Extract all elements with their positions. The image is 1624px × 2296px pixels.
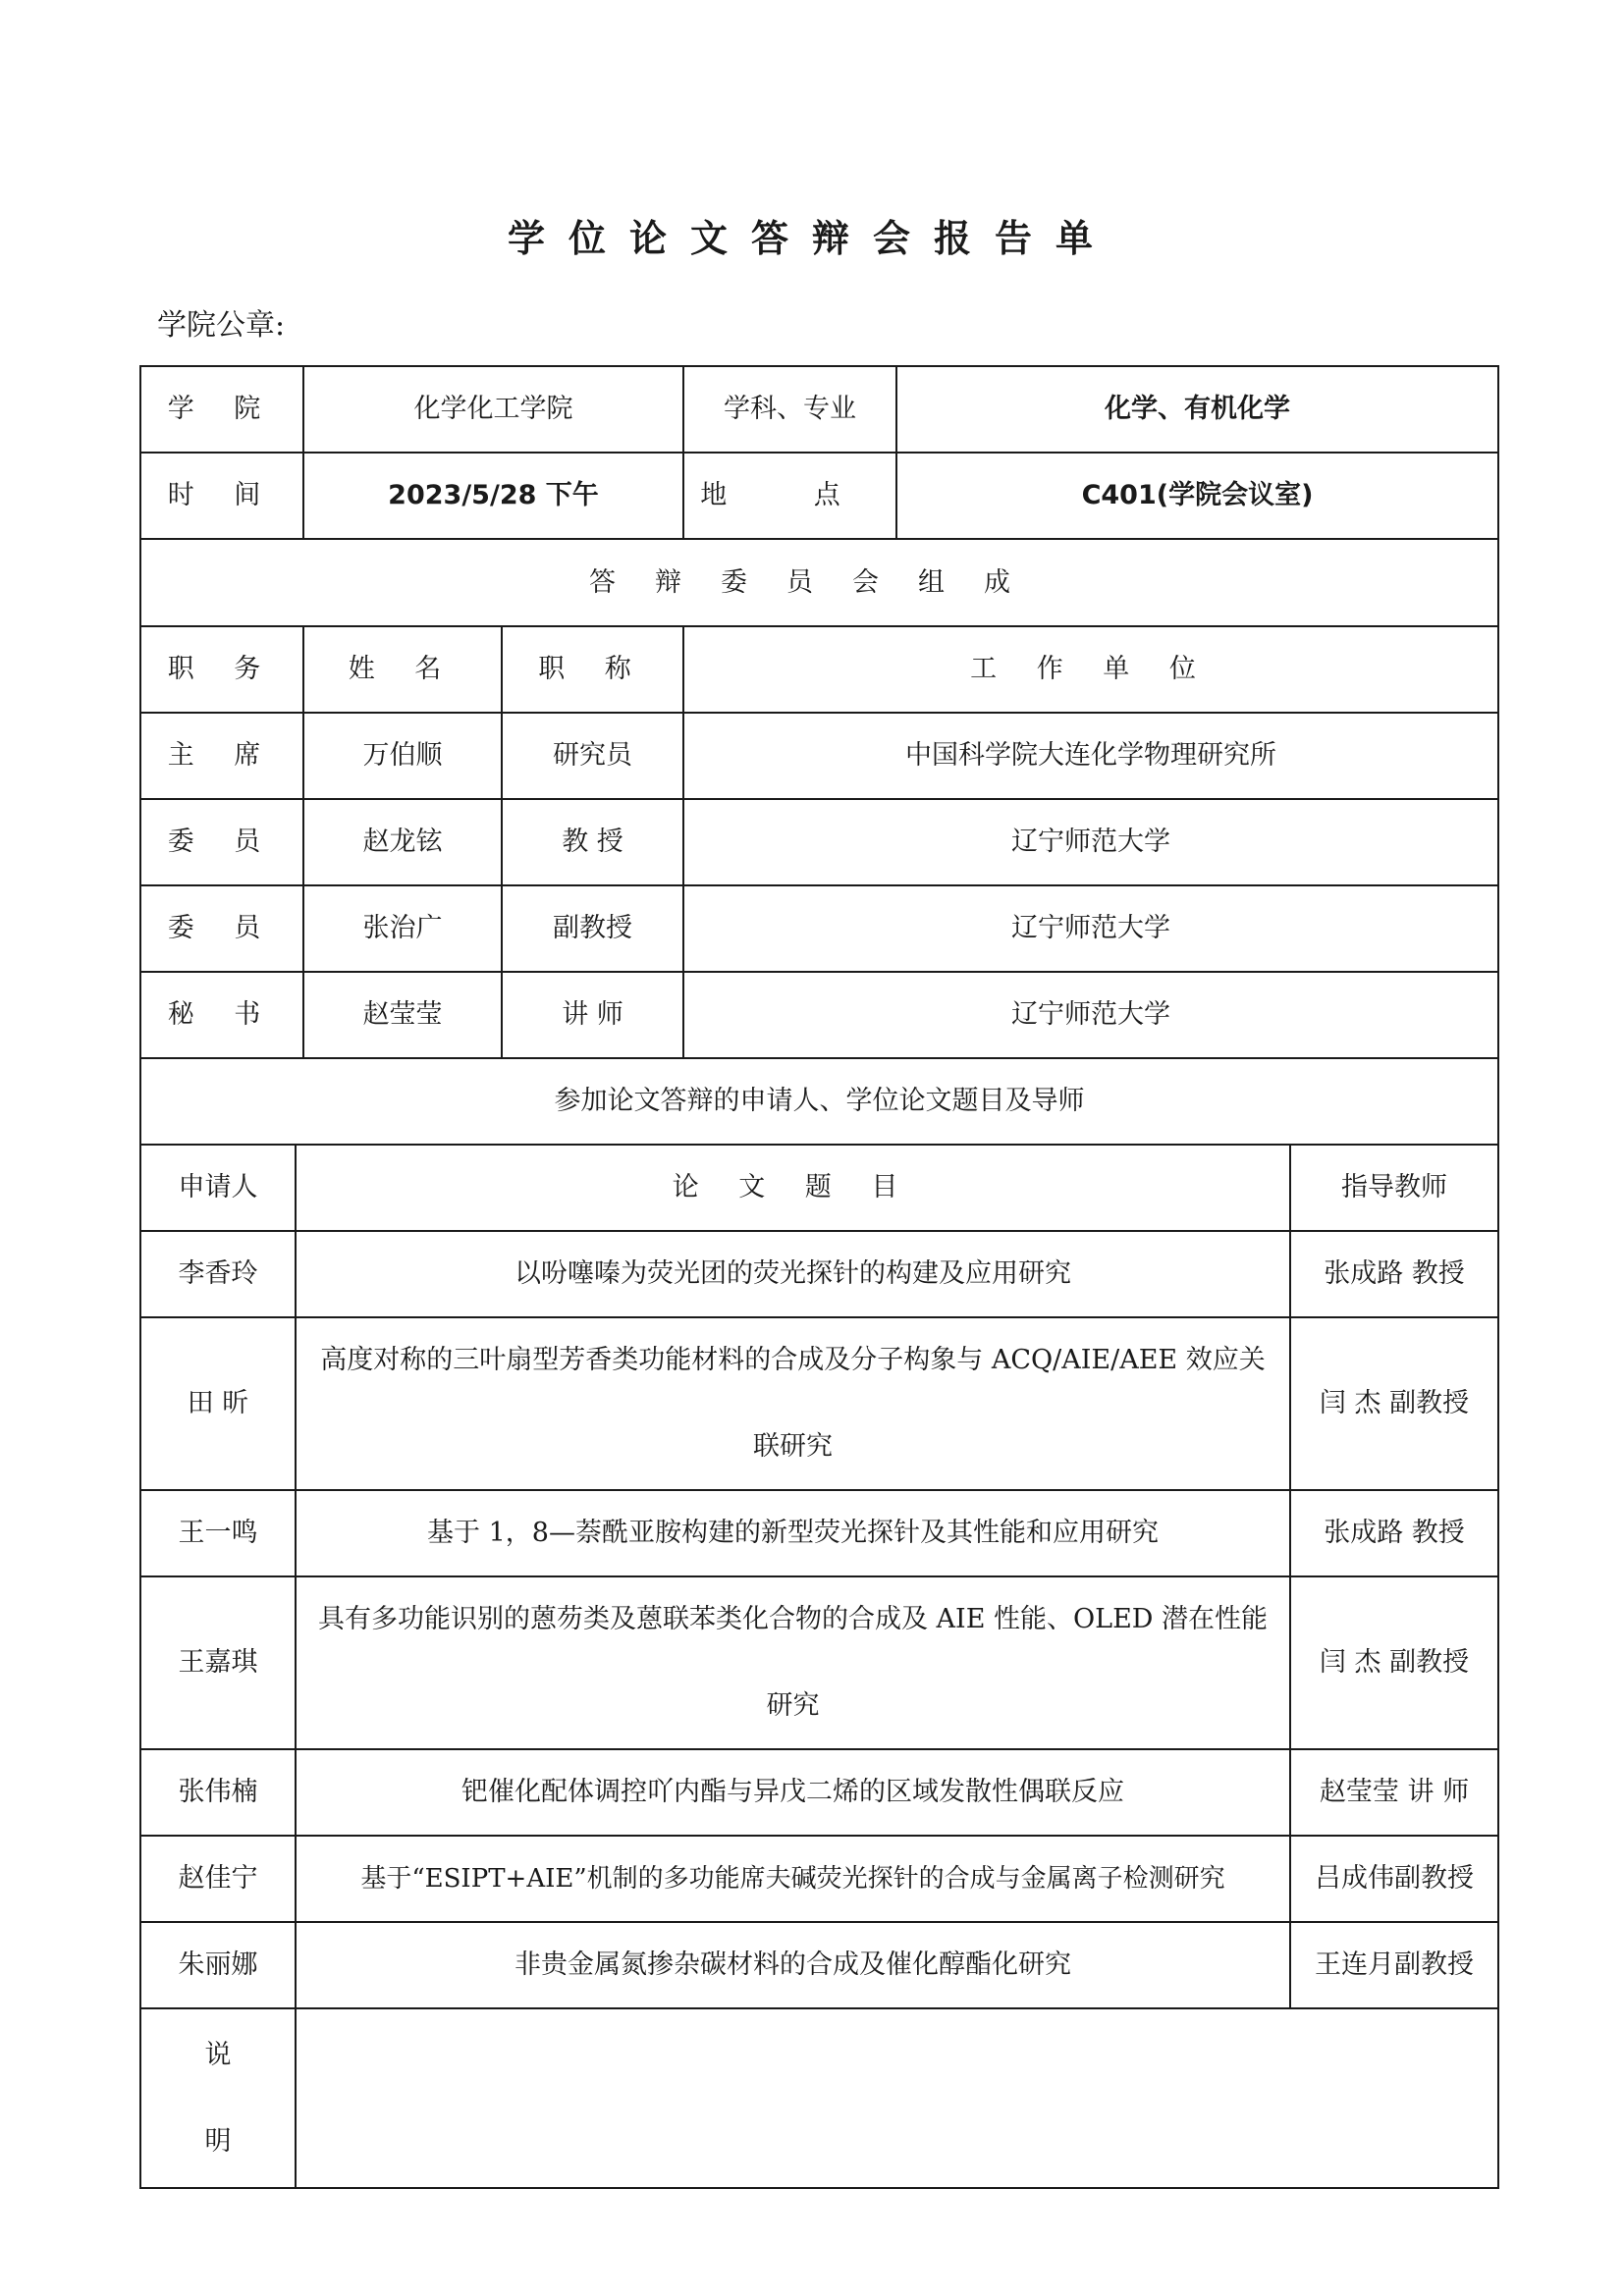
member-title: 讲 师 <box>501 971 684 1059</box>
place-label: 地 点 <box>682 452 897 540</box>
committee-header-role: 职 务 <box>139 625 304 714</box>
member-name: 万伯顺 <box>302 712 503 800</box>
thesis-title: 高度对称的三叶扇型芳香类功能材料的合成及分子构象与 ACQ/AIE/AEE 效应关联研究 <box>295 1316 1291 1491</box>
advisor: 张成路 教授 <box>1289 1489 1499 1577</box>
note-label <box>139 2007 297 2189</box>
place-value: C401(学院会议室) <box>895 452 1499 540</box>
member-unit: 辽宁师范大学 <box>682 971 1499 1059</box>
thesis-title: 非贵金属氮掺杂碳材料的合成及催化醇酯化研究 <box>295 1921 1291 2009</box>
applicant-header-name: 申请人 <box>139 1144 297 1232</box>
time-value: 2023/5/28 下午 <box>302 452 684 540</box>
member-title: 教 授 <box>501 798 684 886</box>
committee-heading: 答辩委员会组成 <box>139 538 1499 627</box>
college-value: 化学化工学院 <box>302 365 684 454</box>
applicant-name: 李香玲 <box>139 1230 297 1318</box>
college-label: 学 院 <box>139 365 304 454</box>
member-unit: 中国科学院大连化学物理研究所 <box>682 712 1499 800</box>
member-title: 研究员 <box>501 712 684 800</box>
note-label-char: 说 <box>204 2039 232 2070</box>
applicant-name: 王一鸣 <box>139 1489 297 1577</box>
applicant-header-title: 论 文 题 目 <box>295 1144 1291 1232</box>
member-unit: 辽宁师范大学 <box>682 884 1499 973</box>
member-role: 秘 书 <box>139 971 304 1059</box>
page-title: 学位论文答辩会报告单 <box>507 217 1116 260</box>
member-name: 张治广 <box>302 884 503 973</box>
applicant-name: 张伟楠 <box>139 1748 297 1837</box>
thesis-title: 具有多功能识别的蒽芴类及蒽联苯类化合物的合成及 AIE 性能、OLED 潜在性能研究 <box>295 1575 1291 1750</box>
committee-header-title: 职 称 <box>501 625 684 714</box>
advisor: 赵莹莹 讲 师 <box>1289 1748 1499 1837</box>
thesis-title: 基于“ESIPT+AIE”机制的多功能席夫碱荧光探针的合成与金属离子检测研究 <box>295 1835 1291 1923</box>
thesis-title: 钯催化配体调控吖内酯与异戊二烯的区域发散性偶联反应 <box>295 1748 1291 1837</box>
committee-header-unit: 工 作 单 位 <box>682 625 1499 714</box>
college-seal-label: 学院公章: <box>157 308 286 343</box>
note-label-char: 明 <box>204 2125 232 2157</box>
applicant-name: 王嘉琪 <box>139 1575 297 1750</box>
applicant-name: 朱丽娜 <box>139 1921 297 2009</box>
member-role: 委 员 <box>139 798 304 886</box>
advisor: 闫 杰 副教授 <box>1289 1575 1499 1750</box>
major-label: 学科、专业 <box>682 365 897 454</box>
major-value: 化学、有机化学 <box>895 365 1499 454</box>
advisor: 王连月副教授 <box>1289 1921 1499 2009</box>
advisor: 张成路 教授 <box>1289 1230 1499 1318</box>
thesis-title: 以吩噻嗪为荧光团的荧光探针的构建及应用研究 <box>295 1230 1291 1318</box>
committee-header-name: 姓 名 <box>302 625 503 714</box>
applicants-heading: 参加论文答辩的申请人、学位论文题目及导师 <box>139 1057 1499 1146</box>
member-name: 赵龙铉 <box>302 798 503 886</box>
advisor: 闫 杰 副教授 <box>1289 1316 1499 1491</box>
member-role: 主 席 <box>139 712 304 800</box>
applicant-header-advisor: 指导教师 <box>1289 1144 1499 1232</box>
time-label: 时 间 <box>139 452 304 540</box>
member-title: 副教授 <box>501 884 684 973</box>
member-name: 赵莹莹 <box>302 971 503 1059</box>
report-table <box>139 365 1499 2189</box>
thesis-title: 基于 1，8—萘酰亚胺构建的新型荧光探针及其性能和应用研究 <box>295 1489 1291 1577</box>
member-unit: 辽宁师范大学 <box>682 798 1499 886</box>
applicant-name: 赵佳宁 <box>139 1835 297 1923</box>
applicant-name: 田 昕 <box>139 1316 297 1491</box>
note-content <box>295 2007 1499 2189</box>
advisor: 吕成伟副教授 <box>1289 1835 1499 1923</box>
member-role: 委 员 <box>139 884 304 973</box>
